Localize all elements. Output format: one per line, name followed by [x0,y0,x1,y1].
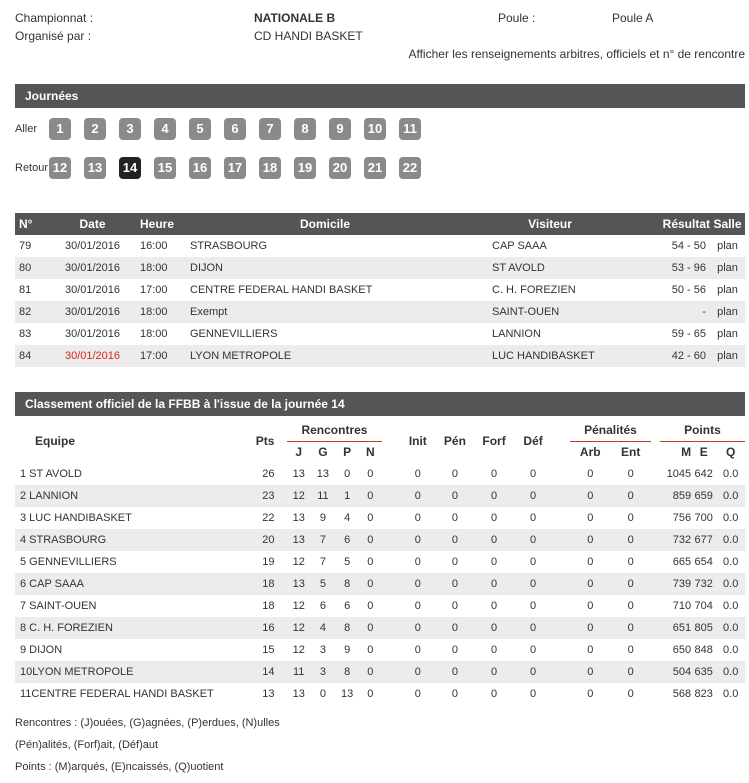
match-time: 18:00 [140,301,180,323]
team-name[interactable]: 8 C. H. FOREZIEN [15,617,219,639]
team-e: 823 [694,688,713,700]
team-n: 0 [359,617,382,639]
team-arb: 0 [587,600,594,612]
team-name[interactable]: 2 LANNION [15,485,219,507]
team-forf: 0 [474,573,514,595]
col-g: G [318,445,328,460]
team-pts: 22 [262,512,275,524]
day-button-3[interactable]: 3 [119,118,141,140]
col-q: Q [725,445,736,460]
team-j: 13 [287,573,310,595]
day-button-9[interactable]: 9 [329,118,351,140]
team-q: 0.0 [723,600,739,612]
match-home-team: CENTRE FEDERAL HANDI BASKET [190,284,373,296]
team-n: 0 [367,600,374,612]
standings-row [15,551,745,573]
match-time: 17:00 [140,345,180,367]
match-home-team: Exempt [180,301,470,323]
match-number: 81 [19,284,32,296]
team-m: 665 [672,556,692,568]
col-e: E [699,445,708,460]
team-n: 0 [367,556,374,568]
team-m: 504 [660,661,691,683]
team-name[interactable]: 4 STRASBOURG [15,529,219,551]
team-forf: 0 [491,556,498,568]
match-venue-link[interactable]: plan [710,345,745,367]
match-home-team: GENNEVILLIERS [190,328,278,340]
match-result: 59 - 65 [671,328,706,340]
team-m: 739 [660,573,691,595]
team-arb: 0 [570,529,610,551]
match-away-team: LANNION [492,328,541,340]
team-g: 9 [319,512,326,524]
match-away-team: C. H. FOREZIEN [492,284,576,296]
col-pen: Pén [443,434,466,448]
day-button-17[interactable]: 17 [224,157,246,179]
team-n: 0 [359,529,382,551]
poule-value: Poule A [612,11,654,25]
col-m: M [681,445,692,460]
team-ent: 0 [627,468,634,480]
team-forf: 0 [474,529,514,551]
team-j: 13 [292,688,305,700]
day-button-15[interactable]: 15 [154,157,176,179]
day-button-6[interactable]: 6 [224,118,246,140]
team-init: 0 [400,661,436,683]
team-j: 13 [292,468,305,480]
team-forf: 0 [491,600,498,612]
team-forf: 0 [491,512,498,524]
team-pen: 0 [451,688,458,700]
team-q: 0.0 [716,573,745,595]
poule-label: Poule : [498,11,536,25]
team-m: 651 [660,617,691,639]
team-def: 0 [530,556,537,568]
match-row [15,257,745,279]
day-button-2[interactable]: 2 [84,118,106,140]
standings-row [15,683,745,705]
match-row [15,345,745,367]
col-numero: N° [15,213,45,235]
team-e: 677 [691,529,716,551]
col-date: Date [45,213,140,235]
team-init: 0 [414,512,421,524]
team-q: 0.0 [723,512,739,524]
team-def: 0 [514,485,552,507]
team-e: 642 [694,468,713,480]
team-init: 0 [414,644,421,656]
team-arb: 0 [587,512,594,524]
match-date: 30/01/2016 [64,284,121,296]
match-venue-link[interactable]: plan [717,240,738,252]
team-forf: 0 [474,661,514,683]
team-j: 12 [287,485,310,507]
day-button-21[interactable]: 21 [364,157,386,179]
team-q: 0.0 [723,468,739,480]
match-away-team: SAINT-OUEN [470,301,630,323]
team-g: 6 [319,600,326,612]
col-penalites: Pénalités [570,419,651,441]
match-result: 42 - 60 [630,345,710,367]
championnat-label: Championnat : [15,11,94,25]
col-arb: Arb [579,445,601,460]
team-p: 5 [344,556,351,568]
team-e: 704 [694,600,713,612]
team-pts: 19 [262,556,275,568]
team-pen: 0 [436,485,474,507]
team-pen: 0 [436,617,474,639]
match-result: 54 - 50 [671,240,706,252]
match-time: 16:00 [140,240,168,252]
team-p: 6 [336,529,359,551]
team-m: 710 [672,600,692,612]
match-number: 79 [19,240,32,252]
team-e: 635 [691,661,716,683]
team-pen: 0 [436,529,474,551]
match-result: - [630,301,710,323]
team-g: 7 [319,556,326,568]
match-date: 30/01/2016 [45,345,140,367]
col-equipe: Equipe [35,434,76,448]
team-p: 4 [344,512,351,524]
match-date: 30/01/2016 [64,240,121,252]
match-time: 18:00 [140,328,168,340]
team-q: 0.0 [723,644,739,656]
standings-table [15,419,745,705]
team-n: 0 [367,512,374,524]
match-row [15,323,745,345]
team-q: 0.0 [716,661,745,683]
day-button-14[interactable]: 14 [119,157,141,179]
day-button-18[interactable]: 18 [259,157,281,179]
team-j: 12 [287,617,310,639]
team-arb: 0 [587,688,594,700]
match-away-team: ST AVOLD [470,257,630,279]
team-pts: 15 [262,644,275,656]
day-button-5[interactable]: 5 [189,118,211,140]
team-j: 13 [287,529,310,551]
day-button-10[interactable]: 10 [364,118,386,140]
team-def: 0 [530,512,537,524]
col-p: P [343,445,352,460]
team-j: 11 [287,661,310,683]
team-g: 0 [319,688,326,700]
col-points: Points [660,419,745,441]
match-date: 30/01/2016 [64,328,121,340]
col-salle: Salle [710,213,745,235]
team-def: 0 [530,468,537,480]
team-forf: 0 [474,617,514,639]
day-button-8[interactable]: 8 [294,118,316,140]
standings-header: Classement officiel de la FFBB à l'issue de la journée 14 [15,392,745,416]
team-forf: 0 [474,485,514,507]
team-g: 13 [316,468,330,480]
team-init: 0 [414,600,421,612]
team-j: 12 [292,600,305,612]
team-m: 568 [672,688,692,700]
team-pts: 18 [219,573,275,595]
day-button-4[interactable]: 4 [154,118,176,140]
standings-row [15,573,745,595]
match-venue-link[interactable]: plan [710,301,745,323]
team-name[interactable]: 11CENTRE FEDERAL HANDI BASKET [20,688,214,700]
col-visiteur: Visiteur [470,213,630,235]
team-arb: 0 [587,556,594,568]
championnat-value: NATIONALE B [254,11,336,25]
team-name[interactable]: 6 CAP SAAA [15,573,219,595]
day-button-11[interactable]: 11 [399,118,421,140]
team-p: 9 [344,644,351,656]
team-def: 0 [514,661,552,683]
team-name[interactable]: 7 SAINT-OUEN [20,600,97,612]
team-m: 650 [672,644,692,656]
team-n: 0 [367,644,374,656]
team-pts: 16 [219,617,275,639]
team-pen: 0 [451,644,458,656]
team-g: 5 [310,573,335,595]
team-pts: 13 [262,688,275,700]
team-arb: 0 [570,573,610,595]
day-button-1[interactable]: 1 [49,118,71,140]
team-g: 11 [310,485,335,507]
match-row [15,301,745,323]
team-p: 13 [341,688,354,700]
team-arb: 0 [587,468,594,480]
standings-row [15,529,745,551]
team-ent: 0 [611,661,651,683]
col-pts: Pts [255,434,275,448]
team-forf: 0 [491,688,498,700]
team-pen: 0 [436,573,474,595]
standings-row [15,595,745,617]
team-ent: 0 [627,556,634,568]
team-p: 8 [336,573,359,595]
organise-label: Organisé par : [15,29,92,43]
team-pts: 23 [219,485,275,507]
team-def: 0 [514,617,552,639]
team-g: 3 [310,661,335,683]
standings-row [15,463,745,485]
team-g: 4 [310,617,335,639]
team-j: 12 [292,556,305,568]
legend-points: Points : (M)arqués, (E)ncaissés, (Q)uotient [15,761,224,773]
team-ent: 0 [611,573,651,595]
match-time: 18:00 [140,257,180,279]
team-pen: 0 [451,556,458,568]
match-number: 84 [15,345,45,367]
match-away-team: LUC HANDIBASKET [470,345,630,367]
day-button-22[interactable]: 22 [399,157,421,179]
team-e: 700 [694,512,713,524]
team-m: 859 [660,485,691,507]
col-rencontres: Rencontres [287,419,382,441]
matches-header-row [15,213,745,235]
team-pts: 14 [219,661,275,683]
team-arb: 0 [587,644,594,656]
team-name[interactable]: 9 DIJON [20,644,63,656]
team-def: 0 [530,600,537,612]
day-button-13[interactable]: 13 [84,157,106,179]
team-n: 0 [359,661,382,683]
match-number: 82 [15,301,45,323]
col-resultat: Résultat [630,213,710,235]
team-m: 1045 [666,468,692,480]
match-number: 83 [19,328,32,340]
team-name[interactable]: 5 GENNEVILLIERS [20,556,117,568]
day-button-12[interactable]: 12 [49,157,71,179]
standings-row [15,617,745,639]
team-forf: 0 [491,468,498,480]
team-n: 0 [367,688,374,700]
afficher-renseignements-link[interactable]: Afficher les renseignements arbitres, officiels et n° de rencontre [408,47,745,61]
team-e: 659 [691,485,716,507]
team-arb: 0 [570,485,610,507]
team-p: 8 [336,661,359,683]
col-init: Init [408,434,427,448]
match-number: 80 [15,257,45,279]
match-row [15,279,745,301]
team-pen: 0 [436,661,474,683]
match-date: 30/01/2016 [45,257,140,279]
team-q: 0.0 [716,529,745,551]
team-forf: 0 [491,644,498,656]
team-pen: 0 [451,600,458,612]
team-init: 0 [400,485,436,507]
standings-row [15,661,745,683]
team-def: 0 [514,573,552,595]
team-pts: 26 [262,468,275,480]
team-q: 0.0 [716,485,745,507]
team-def: 0 [530,688,537,700]
team-q: 0.0 [723,556,739,568]
standings-row [15,507,745,529]
team-p: 8 [336,617,359,639]
match-home-team: STRASBOURG [190,240,268,252]
team-ent: 0 [627,688,634,700]
matches-table [15,213,745,367]
team-j: 12 [292,644,305,656]
team-e: 732 [691,573,716,595]
day-button-19[interactable]: 19 [294,157,316,179]
team-init: 0 [400,573,436,595]
day-button-7[interactable]: 7 [259,118,281,140]
team-pen: 0 [451,468,458,480]
team-g: 7 [310,529,335,551]
col-def: Déf [523,434,543,448]
col-domicile: Domicile [180,213,470,235]
col-ent: Ent [621,445,641,460]
team-p: 0 [344,468,351,480]
team-pts: 18 [262,600,275,612]
team-pts: 20 [219,529,275,551]
team-arb: 0 [570,617,610,639]
team-ent: 0 [611,529,651,551]
team-q: 0.0 [723,688,739,700]
match-venue-link[interactable]: plan [717,284,738,296]
col-j: J [295,445,303,460]
team-pen: 0 [451,512,458,524]
organise-value: CD HANDI BASKET [254,29,363,43]
team-arb: 0 [570,661,610,683]
aller-label: Aller [15,123,38,135]
team-ent: 0 [611,617,651,639]
match-home-team: DIJON [180,257,470,279]
retour-label: Retour [15,162,49,174]
standings-row [15,639,745,661]
team-init: 0 [400,617,436,639]
standings-row [15,485,745,507]
team-name[interactable]: 10LYON METROPOLE [15,661,219,683]
team-p: 6 [344,600,351,612]
match-row [15,235,745,257]
col-n: N [365,445,375,460]
team-n: 0 [367,468,374,480]
team-q: 0.0 [716,617,745,639]
match-result: 53 - 96 [630,257,710,279]
team-ent: 0 [627,600,634,612]
team-m: 732 [660,529,691,551]
team-e: 848 [694,644,713,656]
match-away-team: CAP SAAA [492,240,547,252]
team-init: 0 [414,556,421,568]
col-heure: Heure [140,213,180,235]
team-ent: 0 [611,485,651,507]
team-g: 3 [319,644,326,656]
journees-header: Journées [15,84,745,108]
day-button-16[interactable]: 16 [189,157,211,179]
col-forf: Forf [482,434,506,448]
team-p: 1 [336,485,359,507]
match-date: 30/01/2016 [45,301,140,323]
team-m: 756 [672,512,692,524]
team-name[interactable]: 3 LUC HANDIBASKET [20,512,132,524]
team-e: 805 [691,617,716,639]
legend-rencontres: Rencontres : (J)ouées, (G)agnées, (P)erdues, (N)ulles [15,717,280,729]
match-result: 50 - 56 [671,284,706,296]
team-def: 0 [514,529,552,551]
match-venue-link[interactable]: plan [710,257,745,279]
team-init: 0 [414,468,421,480]
team-init: 0 [400,529,436,551]
team-def: 0 [530,644,537,656]
team-n: 0 [359,573,382,595]
team-init: 0 [414,688,421,700]
team-ent: 0 [627,512,634,524]
team-ent: 0 [627,644,634,656]
legend-penalites: (Pén)alités, (Forf)ait, (Déf)aut [15,739,159,751]
standings-header-row-1 [15,419,745,441]
match-home-team: LYON METROPOLE [180,345,470,367]
match-time: 17:00 [140,284,168,296]
team-n: 0 [359,485,382,507]
team-e: 654 [694,556,713,568]
day-button-20[interactable]: 20 [329,157,351,179]
team-name[interactable]: 1 ST AVOLD [20,468,82,480]
team-j: 13 [292,512,305,524]
match-venue-link[interactable]: plan [717,328,738,340]
